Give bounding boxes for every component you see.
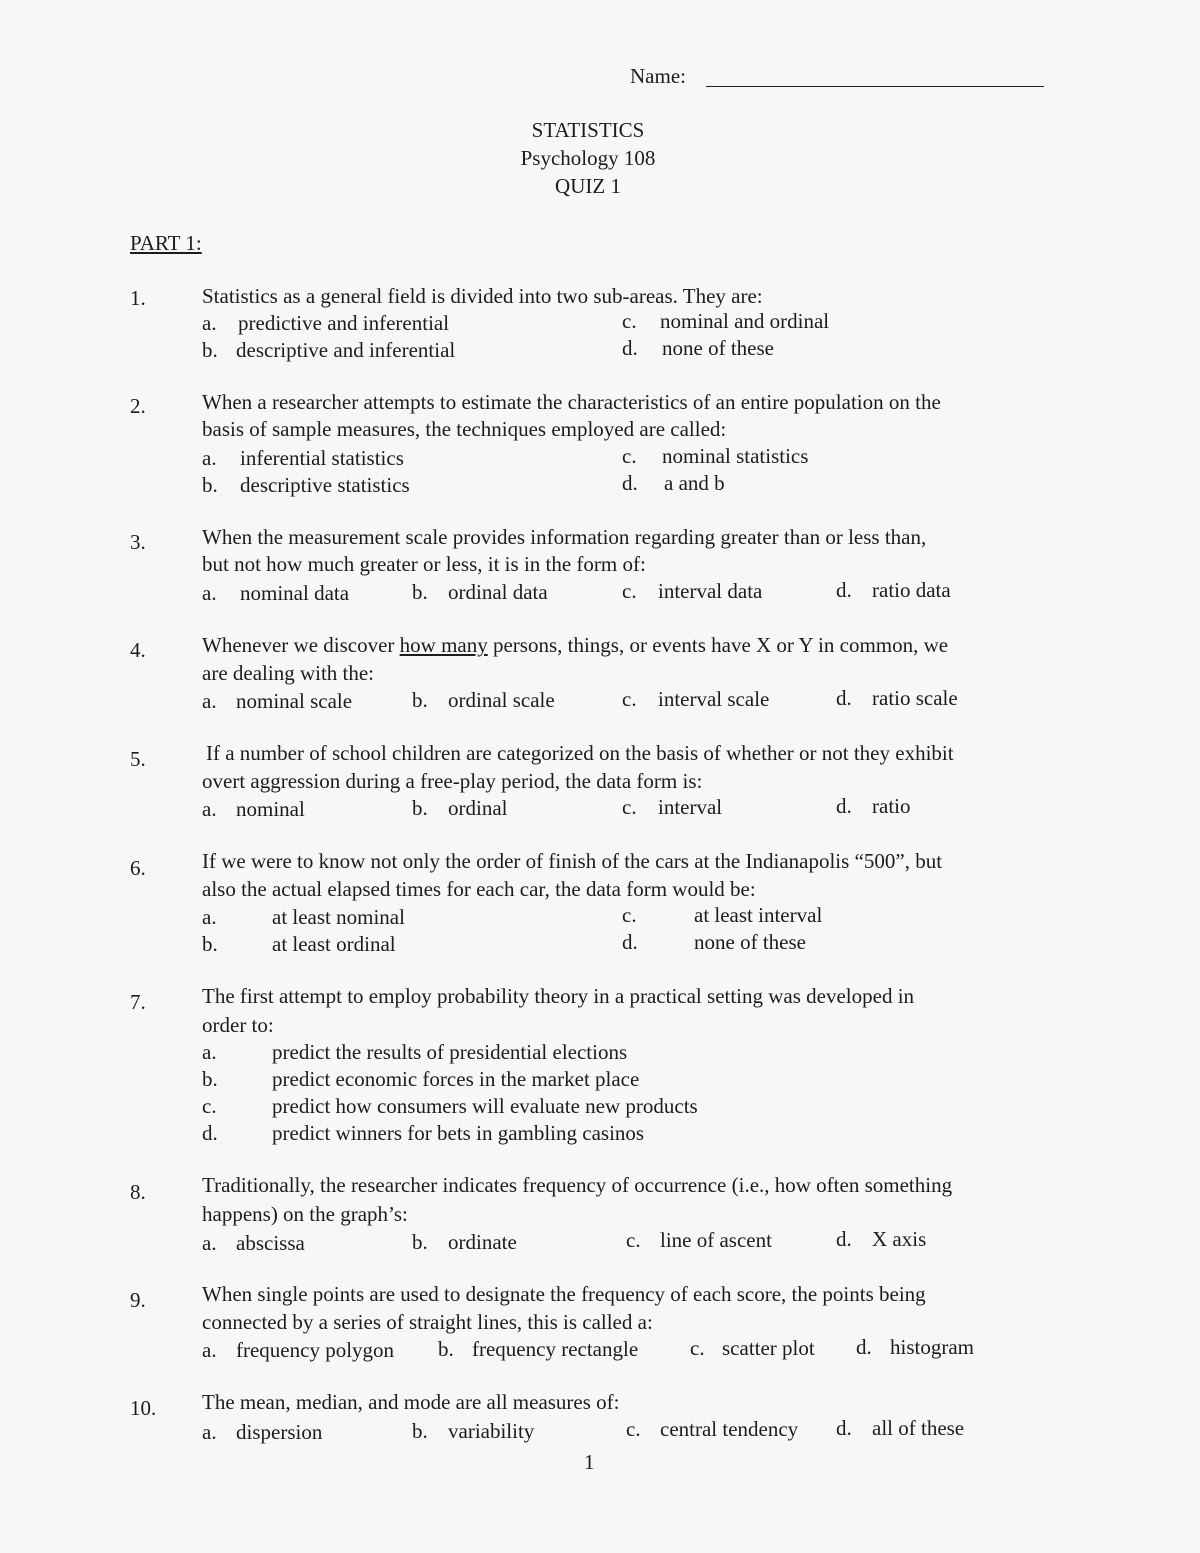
option-text: dispersion	[236, 1420, 323, 1444]
option-c	[622, 687, 769, 712]
option-text: predict economic forces in the market place	[272, 1067, 640, 1091]
option-text: ordinal scale	[448, 688, 555, 712]
option-letter: d.	[836, 578, 852, 602]
option-letter: c.	[622, 795, 637, 819]
option-letter: c.	[622, 309, 637, 333]
option-letter: d.	[836, 686, 852, 710]
option-d	[836, 1227, 926, 1252]
option-d	[622, 471, 725, 496]
question-number: 2.	[130, 394, 146, 418]
question-text-line-2: are dealing with the:	[202, 661, 375, 685]
question-text-line-2: connected by a series of straight lines, this is called a:	[202, 1310, 653, 1334]
option-text: histogram	[890, 1335, 974, 1359]
question-number: 5.	[130, 747, 146, 771]
option-letter: d.	[836, 1416, 852, 1440]
option-letter: c.	[202, 1094, 217, 1118]
option-letter: b.	[412, 1230, 428, 1254]
option-letter: b.	[412, 580, 428, 604]
question-text-line-2: but not how much greater or less, it is in the form of:	[202, 552, 646, 576]
doc-subtitle: Psychology 108	[520, 146, 656, 170]
option-text: frequency rectangle	[472, 1337, 639, 1361]
option-letter: c.	[626, 1417, 641, 1441]
option-a	[202, 581, 349, 606]
option-d	[836, 686, 958, 711]
question-number: 8.	[130, 1180, 146, 1204]
question-text-line-2: happens) on the graph’s:	[202, 1202, 408, 1226]
option-letter: d.	[836, 794, 852, 818]
option-a	[202, 1338, 394, 1363]
question-text-line-1: The mean, median, and mode are all measures of:	[202, 1390, 620, 1414]
question-text: Statistics as a general field is divided into two sub-areas. They are:	[202, 284, 763, 308]
option-text: interval scale	[658, 687, 770, 711]
option-a	[202, 1231, 305, 1256]
page-number: 1	[584, 1450, 595, 1474]
option-b	[412, 1419, 534, 1444]
name-blank-line	[706, 86, 1044, 87]
option-text: predict winners for bets in gambling casinos	[272, 1121, 645, 1145]
question-number: 3.	[130, 530, 146, 554]
option-letter: a.	[202, 689, 217, 713]
option-text: nominal and ordinal	[660, 309, 830, 333]
question-number: 10.	[130, 1396, 157, 1420]
question-text-line-2: overt aggression during a free-play period, the data form is:	[202, 769, 703, 793]
option-d	[836, 578, 951, 603]
option-text: all of these	[872, 1416, 965, 1440]
option-text: nominal data	[240, 581, 350, 605]
option-c	[622, 903, 822, 928]
option-letter: b.	[202, 932, 218, 956]
option-letter: b.	[438, 1337, 454, 1361]
option-text: interval	[658, 795, 723, 819]
option-b	[412, 1230, 517, 1255]
option-text: nominal	[236, 797, 305, 821]
option-a	[202, 1420, 322, 1445]
option-letter: a.	[202, 797, 217, 821]
option-text: predictive and inferential	[238, 311, 450, 335]
option-d	[622, 930, 806, 955]
option-text: nominal statistics	[662, 444, 809, 468]
question-text-line-1	[202, 633, 948, 658]
option-letter: a.	[202, 446, 217, 470]
question-number: 6.	[130, 856, 146, 880]
option-text: at least nominal	[272, 905, 405, 929]
option-letter: d.	[622, 336, 638, 360]
option-text: variability	[448, 1419, 535, 1443]
option-letter: d.	[836, 1227, 852, 1251]
option-c	[690, 1336, 815, 1361]
question-number: 1.	[130, 286, 146, 310]
option-b	[412, 796, 507, 821]
option-c	[622, 795, 722, 820]
option-b	[202, 338, 455, 363]
option-c	[622, 579, 762, 604]
option-text: descriptive and inferential	[236, 338, 456, 362]
question-text-line-1: Traditionally, the researcher indicates frequency of occurrence (i.e., how often something	[202, 1173, 953, 1197]
option-letter: d.	[622, 930, 638, 954]
question-text-line-2: basis of sample measures, the techniques employed are called:	[202, 417, 727, 441]
option-a	[202, 446, 404, 471]
option-text: none of these	[694, 930, 806, 954]
option-letter: a.	[202, 1420, 217, 1444]
option-letter: d.	[622, 471, 638, 495]
option-c	[622, 309, 829, 334]
quiz-label: QUIZ 1	[555, 174, 621, 198]
option-d	[836, 794, 910, 819]
option-a	[202, 905, 405, 930]
question-number: 4.	[130, 638, 146, 662]
option-d	[202, 1121, 644, 1146]
text-segment: persons, things, or events have X or Y in common, we	[487, 633, 949, 657]
option-text: ratio data	[872, 578, 951, 602]
option-text: a and b	[664, 471, 725, 495]
option-letter: c.	[622, 687, 637, 711]
question-text-line-1: If we were to know not only the order of finish of the cars at the Indianapolis “500”, but	[202, 849, 943, 873]
option-letter: a.	[202, 1338, 217, 1362]
option-text: predict how consumers will evaluate new products	[272, 1094, 698, 1118]
option-text: ratio	[872, 794, 911, 818]
option-text: interval data	[658, 579, 763, 603]
option-letter: a.	[202, 905, 217, 929]
option-text: abscissa	[236, 1231, 305, 1255]
option-letter: a.	[202, 311, 217, 335]
option-text: frequency polygon	[236, 1338, 395, 1362]
option-letter: b.	[202, 338, 218, 362]
option-c	[202, 1094, 698, 1119]
option-letter: b.	[412, 688, 428, 712]
option-b	[412, 580, 548, 605]
question-text-line-2: order to:	[202, 1013, 274, 1037]
option-text: X axis	[872, 1227, 927, 1251]
question-text-line-2: also the actual elapsed times for each car, the data form would be:	[202, 877, 756, 901]
underlined-phrase: how many	[399, 633, 488, 657]
option-a	[202, 311, 449, 336]
option-a	[202, 689, 352, 714]
option-letter: c.	[622, 579, 637, 603]
question-text-line-1: When single points are used to designate the frequency of each score, the points being	[202, 1282, 926, 1306]
option-a	[202, 1040, 627, 1065]
question-text-line-1: When a researcher attempts to estimate the characteristics of an entire population on the	[202, 390, 941, 414]
option-text: at least ordinal	[272, 932, 396, 956]
option-letter: b.	[202, 473, 218, 497]
option-b	[438, 1337, 638, 1362]
option-text: none of these	[662, 336, 774, 360]
question-number: 7.	[130, 990, 146, 1014]
option-d	[856, 1335, 974, 1360]
option-text: descriptive statistics	[240, 473, 410, 497]
option-letter: b.	[202, 1067, 218, 1091]
question-text-line-1: When the measurement scale provides information regarding greater than or less than,	[202, 525, 927, 549]
option-text: ordinal	[448, 796, 508, 820]
option-b	[202, 932, 396, 957]
option-text: ordinal data	[448, 580, 548, 604]
doc-title: STATISTICS	[531, 118, 645, 142]
text-segment: Whenever we discover	[202, 633, 400, 657]
option-letter: b.	[412, 1419, 428, 1443]
option-c	[626, 1228, 772, 1253]
option-letter: c.	[622, 903, 637, 927]
option-text: predict the results of presidential elections	[272, 1040, 628, 1064]
option-letter: c.	[690, 1336, 705, 1360]
option-letter: a.	[202, 1040, 217, 1064]
option-c	[626, 1417, 798, 1442]
option-d	[836, 1416, 964, 1441]
question-text-line-1: The first attempt to employ probability theory in a practical setting was developed in	[202, 984, 915, 1008]
option-text: ratio scale	[872, 686, 958, 710]
option-b	[412, 688, 555, 713]
option-letter: b.	[412, 796, 428, 820]
option-b	[202, 1067, 639, 1092]
option-letter: c.	[622, 444, 637, 468]
option-text: at least interval	[694, 903, 823, 927]
option-c	[622, 444, 808, 469]
option-a	[202, 797, 305, 822]
option-text: inferential statistics	[240, 446, 404, 470]
question-number: 9.	[130, 1288, 146, 1312]
option-b	[202, 473, 410, 498]
option-text: nominal scale	[236, 689, 353, 713]
option-letter: a.	[202, 1231, 217, 1255]
option-d	[622, 336, 774, 361]
option-text: ordinate	[448, 1230, 517, 1254]
option-letter: d.	[856, 1335, 872, 1359]
name-label: Name:	[630, 64, 686, 88]
option-text: scatter plot	[722, 1336, 815, 1360]
question-text-line-1: If a number of school children are categorized on the basis of whether or not they exhibit	[206, 741, 954, 765]
option-letter: c.	[626, 1228, 641, 1252]
option-text: central tendency	[660, 1417, 799, 1441]
option-text: line of ascent	[660, 1228, 772, 1252]
option-letter: a.	[202, 581, 217, 605]
part-label: PART 1:	[130, 231, 202, 255]
option-letter: d.	[202, 1121, 218, 1145]
